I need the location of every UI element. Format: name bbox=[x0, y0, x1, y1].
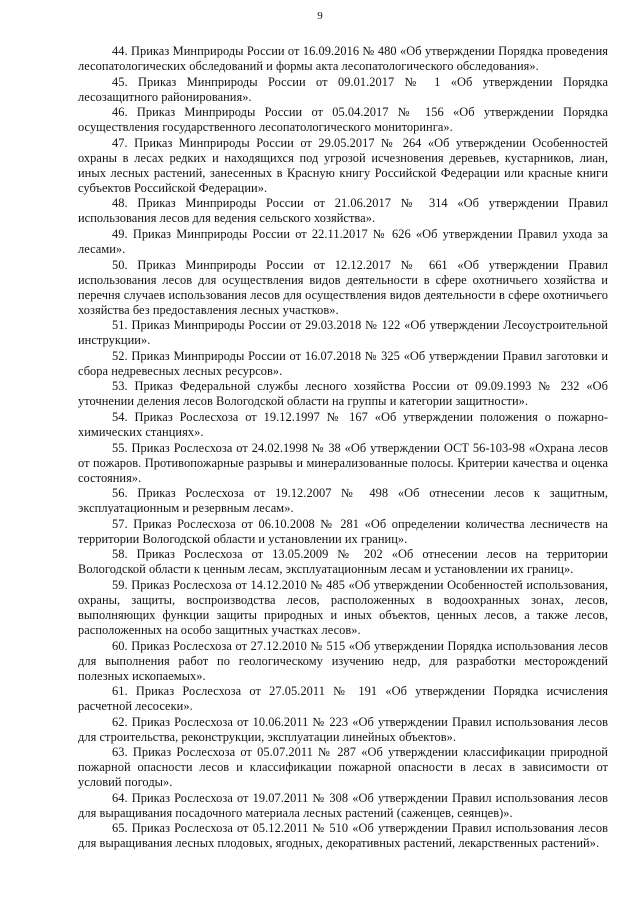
list-item: 50. Приказ Минприроды России от 12.12.2017 № 661 «Об утверждении Правил использования лесов для осуществления видов деятельности в сфере охотничьего хозяйства и перечня случаев использования лесов для осуществления видов деятельности в сфере охотничьего хозяйства без предоставления лесных участков». bbox=[78, 257, 608, 317]
list-item: 46. Приказ Минприроды России от 05.04.2017 № 156 «Об утверждении Порядка осуществления государственного лесопатологического мониторинга». bbox=[78, 105, 608, 135]
list-item: 47. Приказ Минприроды России от 29.05.2017 № 264 «Об утверждении Особенностей охраны в лесах редких и находящихся под угрозой исчезновения деревьев, кустарников, лиан, иных лесных растений, занесенных в Красную книгу Российской Федерации или красные книги субъектов Российской Федерации». bbox=[78, 135, 608, 195]
list-item: 57. Приказ Рослесхоза от 06.10.2008 № 281 «Об определении количества лесничеств на территории Вологодской области и установлении их границ». bbox=[78, 516, 608, 546]
list-item: 55. Приказ Рослесхоза от 24.02.1998 № 38 «Об утверждении ОСТ 56-103-98 «Охрана лесов от пожаров. Противопожарные разрывы и минерализованные полосы. Критерии качества и оценка состояния». bbox=[78, 440, 608, 485]
regulation-list bbox=[78, 44, 608, 852]
list-item: 53. Приказ Федеральной службы лесного хозяйства России от 09.09.1993 № 232 «Об уточнении деления лесов Вологодской области на группы и категории защитности». bbox=[78, 379, 608, 409]
list-item: 45. Приказ Минприроды России от 09.01.2017 № 1 «Об утверждении Порядка лесозащитного районирования». bbox=[78, 74, 608, 104]
list-item: 61. Приказ Рослесхоза от 27.05.2011 № 191 «Об утверждении Порядка исчисления расчетной лесосеки». bbox=[78, 684, 608, 714]
list-item: 65. Приказ Рослесхоза от 05.12.2011 № 510 «Об утверждении Правил использования лесов для выращивания лесных плодовых, ягодных, декоративных растений, лекарственных растений». bbox=[78, 821, 608, 851]
list-item: 48. Приказ Минприроды России от 21.06.2017 № 314 «Об утверждении Правил использования лесов для ведения сельского хозяйства». bbox=[78, 196, 608, 226]
list-item: 62. Приказ Рослесхоза от 10.06.2011 № 223 «Об утверждении Правил использования лесов для строительства, реконструкции, эксплуатации линейных объектов». bbox=[78, 714, 608, 744]
list-item: 56. Приказ Рослесхоза от 19.12.2007 № 498 «Об отнесении лесов к защитным, эксплуатационным и резервным лесам». bbox=[78, 486, 608, 516]
list-item: 64. Приказ Рослесхоза от 19.07.2011 № 308 «Об утверждении Правил использования лесов для выращивания посадочного материала лесных растений (саженцев, сеянцев)». bbox=[78, 790, 608, 820]
list-item: 59. Приказ Рослесхоза от 14.12.2010 № 485 «Об утверждении Особенностей использования, охраны, защиты, воспроизводства лесов, расположенных в водоохранных зонах, лесов, выполняющих функции защиты природных и иных объектов, ценных лесов, а также лесов, расположенных на особо защитных участках лесов». bbox=[78, 577, 608, 637]
list-item: 60. Приказ Рослесхоза от 27.12.2010 № 515 «Об утверждении Порядка использования лесов для выполнения работ по геологическому изучению недр, для разработки месторождений полезных ископаемых». bbox=[78, 638, 608, 683]
list-item: 49. Приказ Минприроды России от 22.11.2017 № 626 «Об утверждении Правил ухода за лесами». bbox=[78, 226, 608, 256]
list-item: 54. Приказ Рослесхоза от 19.12.1997 № 167 «Об утверждении положения о пожарно-химических станциях». bbox=[78, 409, 608, 439]
page-number: 9 bbox=[317, 10, 323, 22]
list-item: 63. Приказ Рослесхоза от 05.07.2011 № 287 «Об утверждении классификации природной пожарной опасности лесов и классификации пожарной опасности в лесах в зависимости от условий погоды». bbox=[78, 745, 608, 790]
list-item: 52. Приказ Минприроды России от 16.07.2018 № 325 «Об утверждении Правил заготовки и сбора недревесных лесных ресурсов». bbox=[78, 348, 608, 378]
list-item: 58. Приказ Рослесхоза от 13.05.2009 № 202 «Об отнесении лесов на территории Вологодской области к ценным лесам, эксплуатационным лесам и установлении их границ». bbox=[78, 547, 608, 577]
list-item: 51. Приказ Минприроды России от 29.03.2018 № 122 «Об утверждении Лесоустроительной инструкции». bbox=[78, 318, 608, 348]
list-item: 44. Приказ Минприроды России от 16.09.2016 № 480 «Об утверждении Порядка проведения лесопатологических обследований и формы акта лесопатологического обследования». bbox=[78, 44, 608, 73]
